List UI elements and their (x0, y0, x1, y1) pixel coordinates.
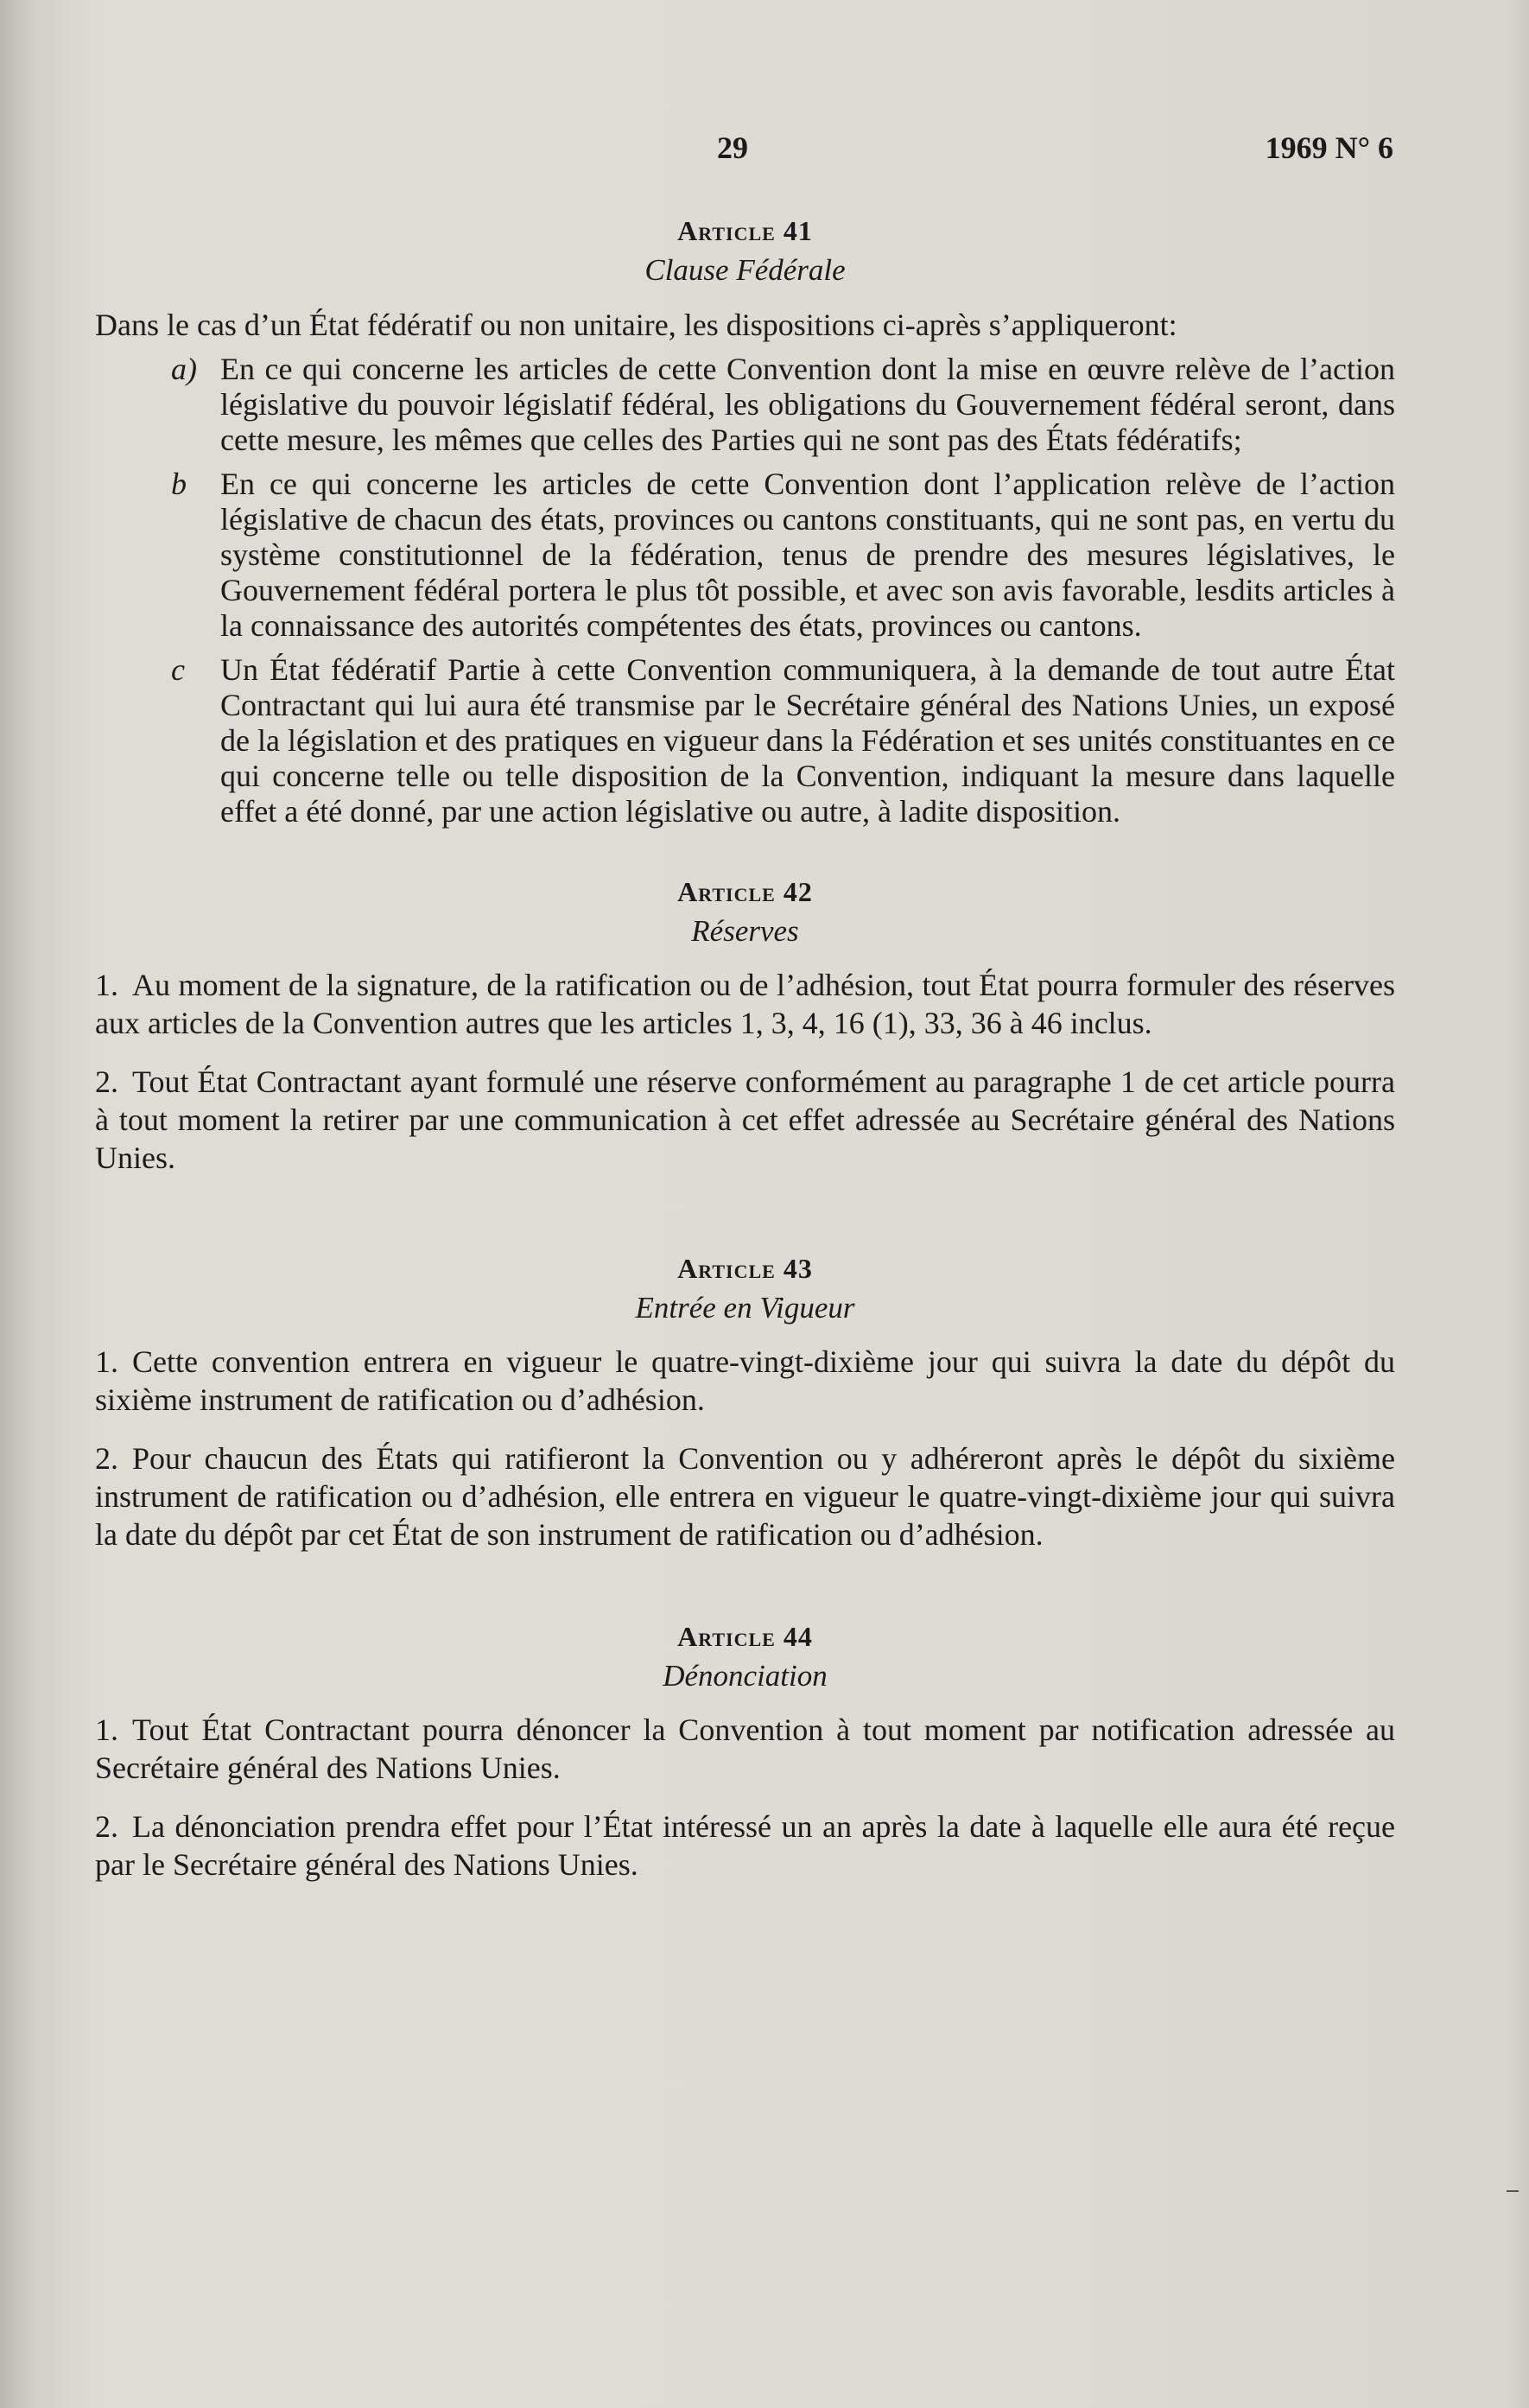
paragraph-text: Tout État Contractant pourra dénoncer la Convention à tout moment par notification adressée au Secrétaire général des Nations Unies. (95, 1712, 1395, 1785)
section-spacer (95, 1198, 1395, 1249)
article-intro: Dans le cas d’un État fédératif ou non unitaire, les dispositions ci-après s’appliqueront: (95, 308, 1177, 342)
numbered-paragraph (95, 1808, 1395, 1884)
article-42 (95, 873, 1395, 1177)
list-item (95, 467, 1395, 644)
paragraph-number: 1. (95, 1344, 118, 1379)
paragraph-text: La dénonciation prendra effet pour l’État intéressé un an après la date à laquelle elle aura été reçue par le Secrétaire général des Nations Unies. (95, 1809, 1395, 1882)
article-subtitle: Clause Fédérale (644, 253, 846, 287)
page-number: 29 (717, 130, 748, 165)
page-content (95, 212, 1395, 1904)
article-44 (95, 1617, 1395, 1884)
numbered-paragraph (95, 1343, 1395, 1419)
paragraph-text: Pour chaucun des États qui ratifieront la Convention ou y adhéreront après le dépôt du sixième instrument de ratification ou d’adhésion, elle entrera en vigueur le quatre-vingt-dixième jour qui suivra la date du dépôt par cet État de son instrument de ratification ou d’adhésion. (95, 1441, 1395, 1552)
numbered-paragraph (95, 966, 1395, 1042)
numbered-paragraph (95, 1439, 1395, 1553)
paragraph-text: Au moment de la signature, de la ratification ou de l’adhésion, tout État pourra formuler des réserves aux articles de la Convention autres que les articles 1, 3, 4, 16 (1), 33, 36 à 46 inclus. (95, 968, 1395, 1040)
list-item (95, 652, 1395, 829)
article-subtitle: Dénonciation (663, 1659, 828, 1693)
numbered-paragraph (95, 1711, 1395, 1787)
margin-mark (1507, 2190, 1519, 2192)
document-reference: 1969 N° 6 (1265, 130, 1393, 165)
paragraph-text: Cette convention entrera en vigueur le quatre-vingt-dixième jour qui suivra la date du dépôt du sixième instrument de ratification ou d’adhésion. (95, 1344, 1395, 1417)
item-marker: b (171, 467, 187, 501)
paragraph-number: 1. (95, 968, 118, 1002)
article-subtitle: Entrée en Vigueur (635, 1291, 855, 1325)
item-marker: c (171, 652, 185, 687)
paragraph-number: 2. (95, 1441, 118, 1476)
section-spacer (95, 1574, 1395, 1617)
item-text: En ce qui concerne les articles de cette Convention dont l’application relève de l’action législative de chacun des états, provinces ou cantons constituants, qui ne sont pas, en vertu du système constitutionnel de la fédération, tenus de prendre des mesures législatives, le Gouvernement fédéral portera le plus tôt possible, et avec son avis favorable, lesdits articles à la connaissance des autorités compétentes des états, provinces ou cantons. (220, 467, 1395, 643)
list-item (95, 352, 1395, 458)
article-subtitle: Réserves (691, 914, 799, 948)
page-edge-shadow (1510, 0, 1529, 2408)
article-title: Article 44 (677, 1621, 813, 1652)
paragraph-number: 2. (95, 1809, 118, 1844)
section-spacer (95, 838, 1395, 873)
article-title: Article 41 (677, 215, 813, 246)
numbered-paragraph (95, 1063, 1395, 1177)
article-41 (95, 212, 1395, 829)
paragraph-text: Tout État Contractant ayant formulé une réserve conformément au paragraphe 1 de cet article pourra à tout moment la retirer par une communication à cet effet adressée au Secrétaire général des Nations Unies. (95, 1064, 1395, 1175)
page-header (0, 130, 1529, 173)
paragraph-number: 2. (95, 1064, 118, 1099)
item-text: Un État fédératif Partie à cette Convention communiquera, à la demande de tout autre État Contractant qui lui aura été transmise par le Secrétaire général des Nations Unies, un exposé de la législation et des pratiques en vigueur dans la Fédération et ses unités constituantes en ce qui concerne telle ou telle disposition de la Convention, indiquant la mesure dans laquelle effet a été donné, par une action législative ou autre, à ladite disposition. (220, 652, 1395, 829)
article-title: Article 42 (677, 876, 813, 907)
article-43 (95, 1249, 1395, 1553)
paragraph-number: 1. (95, 1712, 118, 1747)
item-text: En ce qui concerne les articles de cette Convention dont la mise en œuvre relève de l’action législative du pouvoir législatif fédéral, les obligations du Gouvernement fédéral seront, dans cette mesure, les mêmes que celles des Parties qui ne sont pas des États fédératifs; (220, 352, 1395, 457)
item-marker: a) (171, 352, 197, 386)
article-title: Article 43 (677, 1253, 813, 1284)
